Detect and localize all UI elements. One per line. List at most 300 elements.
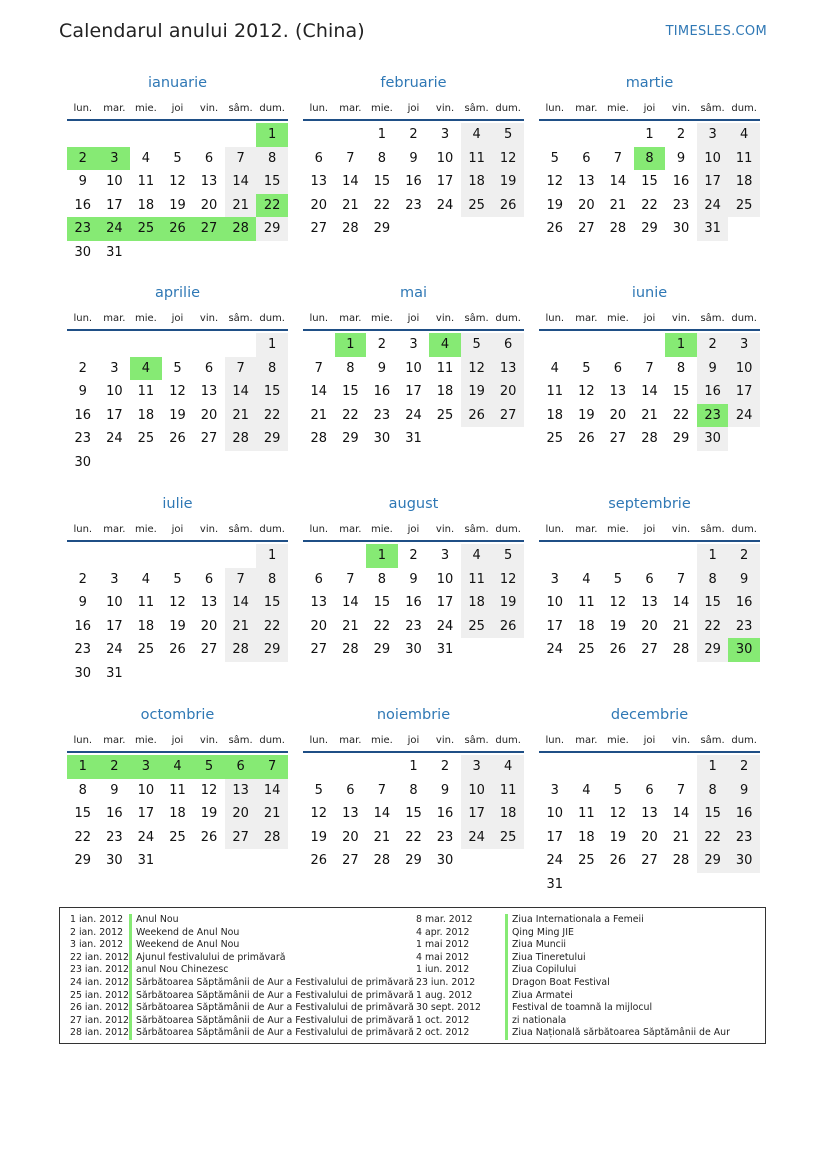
day-cell: 25 (546, 431, 564, 447)
day-cell: 5 (550, 150, 559, 166)
empty-cell (539, 544, 571, 568)
day-cell: 21 (342, 197, 359, 213)
day-cell: 8 (256, 568, 288, 592)
weekday-label: lun. (73, 734, 93, 746)
empty-cell (634, 873, 666, 897)
day-cell: 20 (641, 618, 658, 634)
day-cell: 5 (492, 544, 524, 568)
day-cell: 24 (546, 642, 564, 658)
days-grid (539, 755, 760, 896)
empty-cell (193, 544, 225, 568)
day-cell: 26 (492, 194, 524, 218)
day-cell: 8 (676, 360, 686, 376)
day-cell: 28 (672, 853, 690, 869)
day-cell: 25 (169, 829, 186, 845)
day-cell: 8 (78, 782, 87, 798)
day-cell: 22 (672, 407, 690, 423)
weekday-label: joi (407, 102, 420, 114)
empty-cell (67, 123, 99, 147)
day-cell: 28 (609, 221, 627, 237)
day-cell: 4 (492, 755, 524, 779)
day-cell: 15 (672, 384, 690, 400)
empty-cell (193, 451, 225, 475)
day-cell: 24 (436, 618, 454, 634)
empty-cell (225, 123, 257, 147)
weekday-label: vin. (199, 734, 219, 746)
day-cell: 27 (641, 853, 658, 869)
day-cell: 28 (225, 427, 257, 451)
day-cell: 13 (342, 806, 359, 822)
days-grid (539, 544, 760, 662)
day-cell: 10 (405, 360, 422, 376)
day-cell: 11 (137, 595, 155, 611)
day-cell: 27 (342, 853, 359, 869)
month-name: noiembrie (376, 707, 451, 723)
day-cell: 13 (310, 174, 328, 190)
legend-date: 26 ian. 2012 (70, 1002, 130, 1014)
holiday-day-cell: 4 (429, 333, 461, 357)
day-cell: 19 (609, 829, 627, 845)
day-cell: 20 (641, 829, 658, 845)
days-grid (303, 755, 524, 873)
weekday-header (303, 729, 524, 753)
day-cell: 7 (346, 150, 355, 166)
empty-cell (665, 544, 697, 568)
weekday-label: joi (171, 312, 184, 324)
day-cell: 23 (74, 431, 92, 447)
day-cell: 20 (310, 618, 328, 634)
day-cell: 10 (106, 174, 123, 190)
weekday-label: vin. (671, 102, 691, 114)
day-cell: 3 (697, 123, 729, 147)
month-decembrie (539, 704, 760, 896)
empty-cell (366, 755, 398, 779)
day-cell: 4 (141, 150, 151, 166)
day-cell: 4 (582, 782, 591, 798)
weekday-label: joi (643, 734, 656, 746)
weekday-label: sâm. (228, 523, 253, 535)
day-cell: 11 (137, 384, 155, 400)
legend-holiday-name: Qing Ming JIE (505, 927, 574, 940)
empty-cell (256, 849, 288, 873)
legend-holiday-name: Anul Nou (129, 914, 179, 927)
day-cell: 14 (672, 806, 690, 822)
day-cell: 18 (461, 170, 493, 194)
day-cell: 10 (436, 150, 454, 166)
day-cell: 22 (373, 618, 391, 634)
holiday-day-cell: 1 (335, 333, 367, 357)
day-cell: 15 (256, 380, 288, 404)
day-cell: 26 (310, 853, 328, 869)
legend-date: 2 ian. 2012 (70, 926, 124, 938)
day-cell: 19 (461, 380, 493, 404)
day-cell: 10 (106, 595, 123, 611)
empty-cell (728, 217, 760, 241)
day-cell: 18 (728, 170, 760, 194)
weekday-header (303, 518, 524, 542)
day-cell: 26 (578, 431, 595, 447)
day-cell: 1 (256, 333, 288, 357)
day-cell: 19 (492, 591, 524, 615)
holiday-day-cell: 22 (256, 194, 288, 218)
day-cell: 14 (225, 591, 257, 615)
day-cell: 22 (342, 407, 359, 423)
day-cell: 3 (110, 571, 119, 587)
day-cell: 15 (256, 170, 288, 194)
day-cell: 17 (546, 829, 564, 845)
weekday-label: vin. (435, 102, 455, 114)
weekday-label: sâm. (700, 312, 725, 324)
empty-cell (256, 451, 288, 475)
month-name: ianuarie (147, 75, 208, 91)
day-cell: 9 (110, 782, 119, 798)
day-cell: 28 (373, 853, 391, 869)
month-name: iunie (631, 285, 668, 301)
day-cell: 23 (405, 618, 422, 634)
empty-cell (602, 123, 634, 147)
holiday-day-cell: 2 (67, 147, 99, 171)
empty-cell (256, 241, 288, 265)
legend-holiday-name: Sărbătoarea Săptămânii de Aur a Festivalului de primăvară (129, 1002, 414, 1015)
empty-cell (429, 427, 461, 451)
day-cell: 16 (728, 591, 760, 615)
day-cell: 17 (728, 380, 760, 404)
legend-holiday-name: Dragon Boat Festival (505, 977, 610, 990)
day-cell: 2 (728, 755, 760, 779)
month-name: septembrie (608, 496, 691, 512)
weekday-label: lun. (73, 102, 93, 114)
legend-holiday-name: Weekend de Anul Nou (129, 927, 239, 940)
day-cell: 26 (492, 615, 524, 639)
weekday-label: dum. (495, 734, 521, 746)
day-cell: 7 (676, 782, 686, 798)
month-iunie (539, 282, 760, 451)
month-mai (303, 282, 524, 451)
weekday-label: lun. (545, 734, 565, 746)
day-cell: 10 (461, 779, 493, 803)
day-cell: 26 (546, 221, 564, 237)
day-cell: 21 (609, 197, 627, 213)
legend-date: 3 ian. 2012 (70, 939, 124, 951)
day-cell: 12 (169, 595, 186, 611)
day-cell: 3 (110, 360, 119, 376)
weekday-label: joi (643, 523, 656, 535)
holiday-day-cell: 4 (162, 755, 194, 779)
days-grid (67, 755, 288, 873)
day-cell: 6 (492, 333, 524, 357)
weekday-label: joi (407, 312, 420, 324)
day-cell: 17 (106, 407, 123, 423)
weekday-label: mar. (339, 734, 362, 746)
month-name: iulie (162, 496, 193, 512)
weekday-label: mie. (134, 102, 157, 114)
empty-cell (303, 333, 335, 357)
legend-date: 30 sept. 2012 (416, 1002, 482, 1014)
empty-cell (492, 849, 524, 873)
weekday-label: vin. (671, 312, 691, 324)
day-cell: 15 (697, 591, 729, 615)
holiday-day-cell: 2 (99, 755, 131, 779)
day-cell: 12 (461, 357, 493, 381)
day-cell: 6 (314, 150, 323, 166)
day-cell: 6 (346, 782, 355, 798)
empty-cell (193, 849, 225, 873)
day-cell: 26 (200, 829, 218, 845)
day-cell: 5 (314, 782, 323, 798)
day-cell: 3 (550, 571, 559, 587)
day-cell: 6 (204, 360, 214, 376)
weekday-label: dum. (495, 523, 521, 535)
empty-cell (602, 544, 634, 568)
day-cell: 19 (310, 829, 328, 845)
weekday-label: sâm. (464, 523, 489, 535)
day-cell: 29 (697, 638, 729, 662)
page-title: Calendarul anului 2012. (China) (59, 20, 365, 42)
day-cell: 29 (641, 221, 658, 237)
empty-cell (634, 544, 666, 568)
day-cell: 20 (225, 802, 257, 826)
day-cell: 30 (373, 431, 391, 447)
day-cell: 4 (141, 571, 151, 587)
holiday-day-cell: 3 (99, 147, 131, 171)
weekday-label: vin. (199, 523, 219, 535)
holiday-day-cell: 25 (130, 217, 162, 241)
empty-cell (398, 217, 430, 241)
legend-holiday-name: Ziua Copilului (505, 964, 576, 977)
day-cell: 17 (697, 170, 729, 194)
weekday-label: joi (171, 102, 184, 114)
weekday-label: vin. (671, 523, 691, 535)
day-cell: 10 (436, 571, 454, 587)
empty-cell (461, 217, 493, 241)
legend-date: 1 ian. 2012 (70, 914, 124, 925)
empty-cell (728, 427, 760, 451)
day-cell: 7 (613, 150, 623, 166)
day-cell: 5 (613, 571, 623, 587)
day-cell: 29 (256, 217, 288, 241)
weekday-label: dum. (731, 312, 757, 324)
day-cell: 29 (74, 853, 92, 869)
weekday-label: mie. (606, 312, 629, 324)
day-cell: 17 (461, 802, 493, 826)
day-cell: 16 (405, 595, 422, 611)
empty-cell (571, 544, 603, 568)
holiday-day-cell: 6 (225, 755, 257, 779)
weekday-header (303, 307, 524, 331)
month-august (303, 493, 524, 662)
day-cell: 14 (225, 380, 257, 404)
day-cell: 9 (409, 150, 418, 166)
empty-cell (130, 241, 162, 265)
weekday-label: mie. (134, 312, 157, 324)
day-cell: 18 (436, 384, 454, 400)
empty-cell (539, 123, 571, 147)
day-cell: 7 (314, 360, 323, 376)
day-cell: 14 (342, 595, 359, 611)
day-cell: 6 (645, 571, 654, 587)
day-cell: 18 (546, 407, 564, 423)
day-cell: 22 (256, 404, 288, 428)
month-name: august (388, 496, 439, 512)
legend-date: 23 iun. 2012 (416, 977, 476, 988)
legend-holiday-name: Ajunul festivalului de primăvară (129, 952, 286, 965)
weekday-label: dum. (259, 312, 285, 324)
day-cell: 8 (346, 360, 355, 376)
holiday-legend (59, 907, 766, 1044)
day-cell: 5 (582, 360, 591, 376)
empty-cell (99, 333, 131, 357)
day-cell: 19 (169, 407, 186, 423)
day-cell: 18 (461, 591, 493, 615)
month-name: mai (399, 285, 428, 301)
day-cell: 5 (173, 571, 182, 587)
site-link[interactable]: TIMESLES.COM (665, 24, 767, 39)
day-cell: 18 (169, 806, 186, 822)
weekday-label: mar. (575, 734, 598, 746)
weekday-header (539, 307, 760, 331)
weekday-label: dum. (731, 523, 757, 535)
day-cell: 2 (440, 759, 450, 775)
weekday-label: mie. (134, 523, 157, 535)
month-martie (539, 72, 760, 241)
weekday-header (67, 97, 288, 121)
weekday-label: dum. (731, 734, 757, 746)
legend-date: 2 oct. 2012 (416, 1027, 470, 1039)
legend-date: 25 ian. 2012 (70, 989, 130, 1001)
day-cell: 14 (256, 779, 288, 803)
day-cell: 16 (373, 384, 391, 400)
legend-date: 8 mar. 2012 (416, 914, 473, 925)
day-cell: 3 (440, 127, 450, 143)
day-cell: 18 (578, 618, 595, 634)
holiday-day-cell: 23 (697, 404, 729, 428)
day-cell: 18 (137, 197, 155, 213)
day-cell: 2 (409, 548, 418, 564)
day-cell: 22 (697, 826, 729, 850)
weekday-label: dum. (495, 102, 521, 114)
day-cell: 9 (440, 782, 450, 798)
day-cell: 7 (676, 571, 686, 587)
legend-holiday-name: Sărbătoarea Săptămânii de Aur a Festivalului de primăvară (129, 1027, 414, 1040)
day-cell: 4 (461, 123, 493, 147)
weekday-label: mie. (370, 734, 393, 746)
weekday-label: mar. (103, 523, 126, 535)
day-cell: 26 (169, 431, 186, 447)
legend-holiday-name: Festival de toamnă la mijlocul (505, 1002, 652, 1015)
weekday-label: mar. (103, 312, 126, 324)
holiday-day-cell: 8 (634, 147, 666, 171)
day-cell: 31 (546, 876, 564, 892)
days-grid (303, 123, 524, 241)
day-cell: 29 (373, 642, 391, 658)
day-cell: 21 (672, 829, 690, 845)
day-cell: 21 (256, 802, 288, 826)
month-name: aprilie (154, 285, 201, 301)
day-cell: 3 (409, 337, 418, 353)
weekday-label: vin. (435, 312, 455, 324)
holiday-day-cell: 5 (193, 755, 225, 779)
days-grid (303, 333, 524, 451)
day-cell: 25 (436, 407, 454, 423)
weekday-label: dum. (259, 523, 285, 535)
weekday-label: lun. (545, 102, 565, 114)
day-cell: 28 (672, 642, 690, 658)
day-cell: 28 (641, 431, 658, 447)
day-cell: 26 (169, 642, 186, 658)
day-cell: 11 (436, 360, 454, 376)
weekday-label: lun. (545, 312, 565, 324)
weekday-label: joi (407, 734, 420, 746)
day-cell: 15 (405, 806, 422, 822)
empty-cell (225, 241, 257, 265)
day-cell: 28 (342, 642, 359, 658)
day-cell: 11 (728, 147, 760, 171)
day-cell: 11 (546, 384, 564, 400)
day-cell: 21 (672, 618, 690, 634)
weekday-label: sâm. (700, 523, 725, 535)
day-cell: 27 (225, 826, 257, 850)
empty-cell (130, 544, 162, 568)
weekday-label: sâm. (464, 102, 489, 114)
weekday-header (539, 97, 760, 121)
day-cell: 21 (225, 194, 257, 218)
day-cell: 13 (492, 357, 524, 381)
day-cell: 26 (461, 404, 493, 428)
weekday-header (67, 307, 288, 331)
empty-cell (602, 755, 634, 779)
day-cell: 7 (225, 147, 257, 171)
day-cell: 12 (169, 174, 186, 190)
day-cell: 7 (377, 782, 387, 798)
day-cell: 4 (550, 360, 559, 376)
day-cell: 5 (461, 333, 493, 357)
day-cell: 11 (461, 568, 493, 592)
weekday-label: sâm. (700, 734, 725, 746)
day-cell: 10 (546, 806, 564, 822)
day-cell: 11 (492, 779, 524, 803)
day-cell: 22 (74, 829, 92, 845)
month-ianuarie (67, 72, 288, 264)
empty-cell (461, 427, 493, 451)
legend-holiday-name: Ziua Muncii (505, 939, 566, 952)
day-cell: 21 (641, 407, 658, 423)
holiday-day-cell: 28 (225, 217, 257, 241)
holiday-day-cell: 30 (728, 638, 760, 662)
day-cell: 29 (697, 849, 729, 873)
weekday-label: mar. (339, 312, 362, 324)
day-cell: 14 (641, 384, 658, 400)
day-cell: 27 (310, 642, 328, 658)
weekday-label: dum. (731, 102, 757, 114)
day-cell: 2 (676, 127, 686, 143)
day-cell: 16 (106, 806, 123, 822)
day-cell: 12 (492, 568, 524, 592)
empty-cell (429, 217, 461, 241)
empty-cell (99, 544, 131, 568)
day-cell: 6 (582, 150, 591, 166)
day-cell: 30 (672, 221, 690, 237)
weekday-label: sâm. (228, 734, 253, 746)
legend-holiday-name: zi nationala (505, 1015, 566, 1028)
day-cell: 17 (436, 174, 454, 190)
day-cell: 19 (578, 407, 595, 423)
day-cell: 9 (728, 779, 760, 803)
weekday-label: joi (171, 734, 184, 746)
legend-date: 22 ian. 2012 (70, 951, 130, 963)
day-cell: 19 (492, 170, 524, 194)
day-cell: 14 (672, 595, 690, 611)
holiday-day-cell: 1 (67, 755, 99, 779)
